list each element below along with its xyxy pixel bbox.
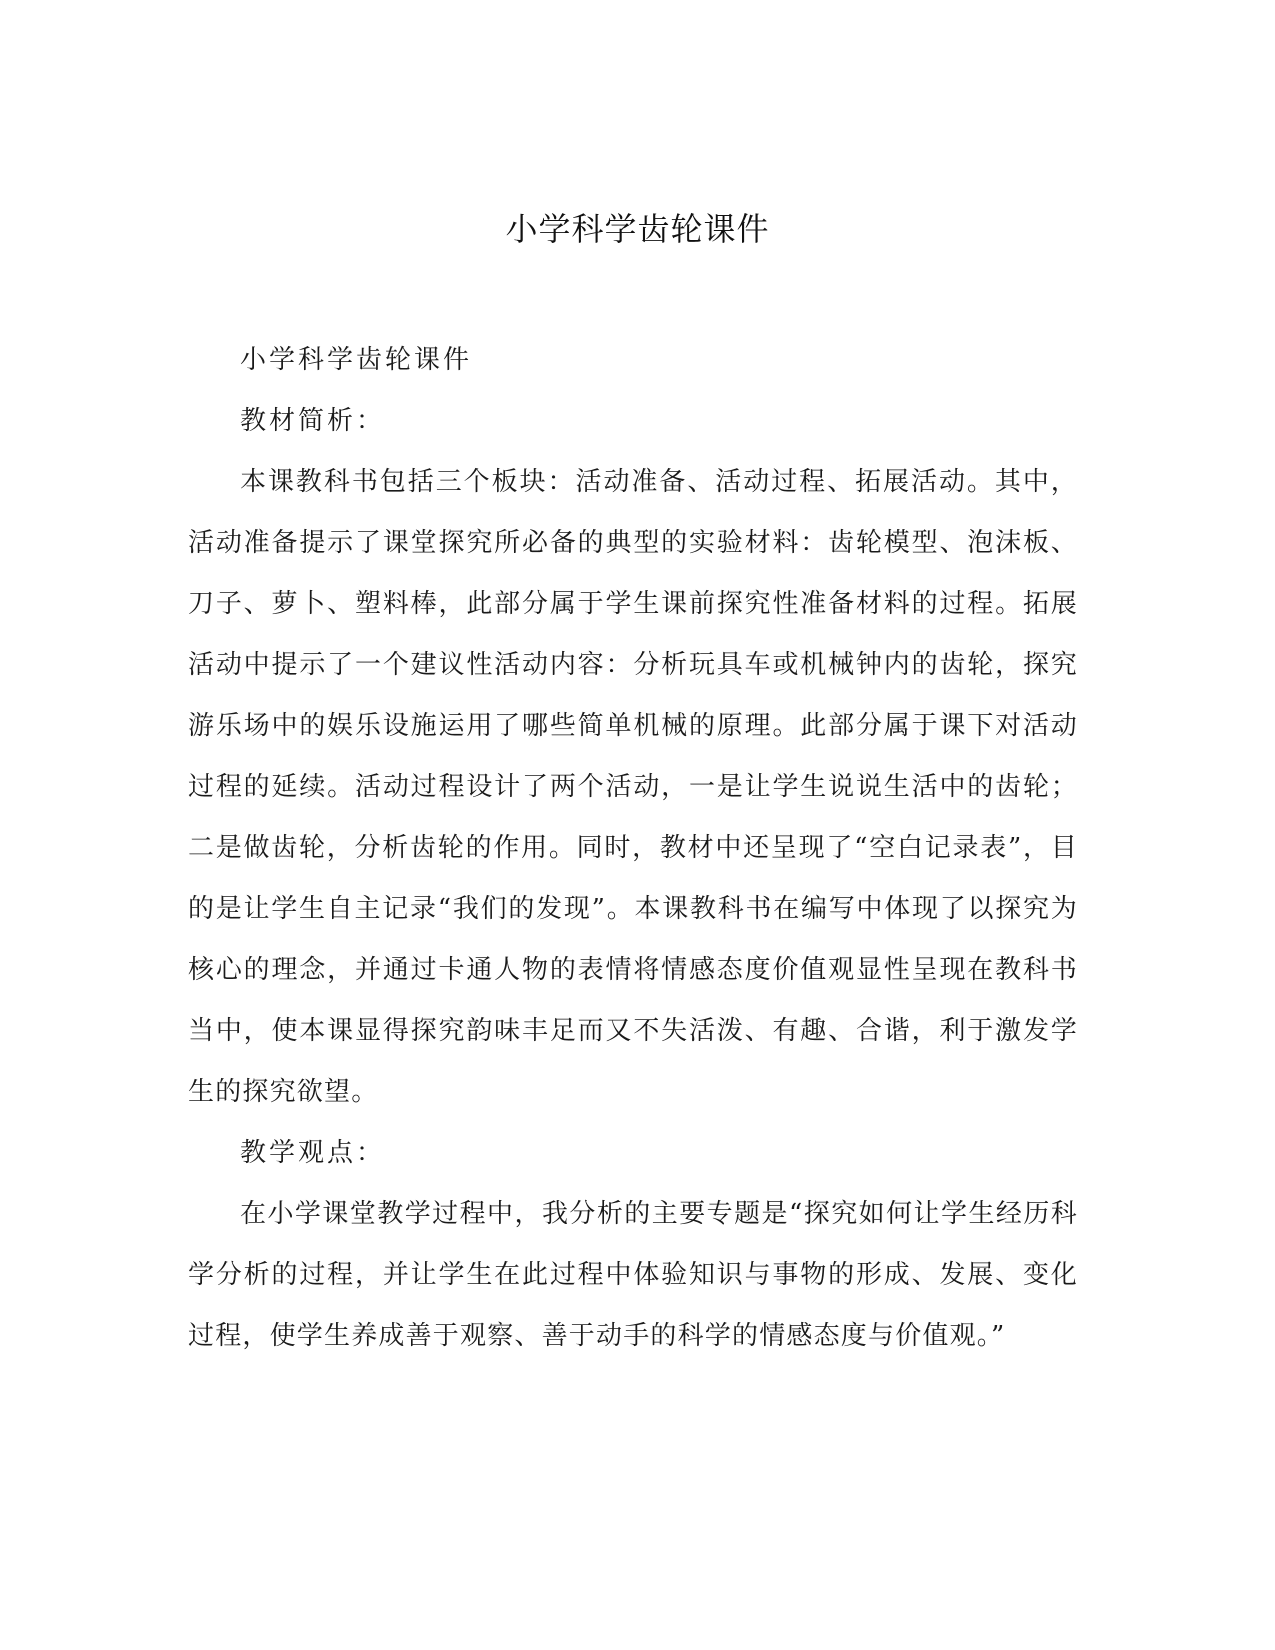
paragraph-teaching-viewpoint: 在小学课堂教学过程中，我分析的主要专题是“探究如何让学生经历科学分析的过程，并让学生在此过程中体验知识与事物的形成、发展、变化过程，使学生养成善于观察、善于动手的科学的情感态度与价值观。” [188, 1199, 1078, 1351]
section-heading-textbook-analysis: 教材简析： [240, 406, 386, 436]
document-title: 小学科学齿轮课件 [505, 210, 770, 248]
document-body [188, 330, 1078, 1367]
paragraph-textbook-analysis: 本课教科书包括三个板块：活动准备、活动过程、拓展活动。其中，活动准备提示了课堂探究所必备的典型的实验材料：齿轮模型、泡沫板、刀子、萝卜、塑料棒，此部分属于学生课前探究性准备材料的过程。拓展活动中提示了一个建议性活动内容：分析玩具车或机械钟内的齿轮，探究游乐场中的娱乐设施运用了哪些简单机械的原理。此部分属于课下对活动过程的延续。活动过程设计了两个活动，一是让学生说说生活中的齿轮；二是做齿轮，分析齿轮的作用。同时，教材中还呈现了“空白记录表”，目的是让学生自主记录“我们的发现”。本课教科书在编写中体现了以探究为核心的理念，并通过卡通人物的表情将情感态度价值观显性呈现在教科书当中，使本课显得探究韵味丰足而又不失活泼、有趣、合谐，利于激发学生的探究欲望。 [188, 467, 1078, 1107]
section-heading-teaching-viewpoint: 教学观点： [240, 1138, 386, 1168]
paragraph-subtitle: 小学科学齿轮课件 [240, 345, 473, 375]
